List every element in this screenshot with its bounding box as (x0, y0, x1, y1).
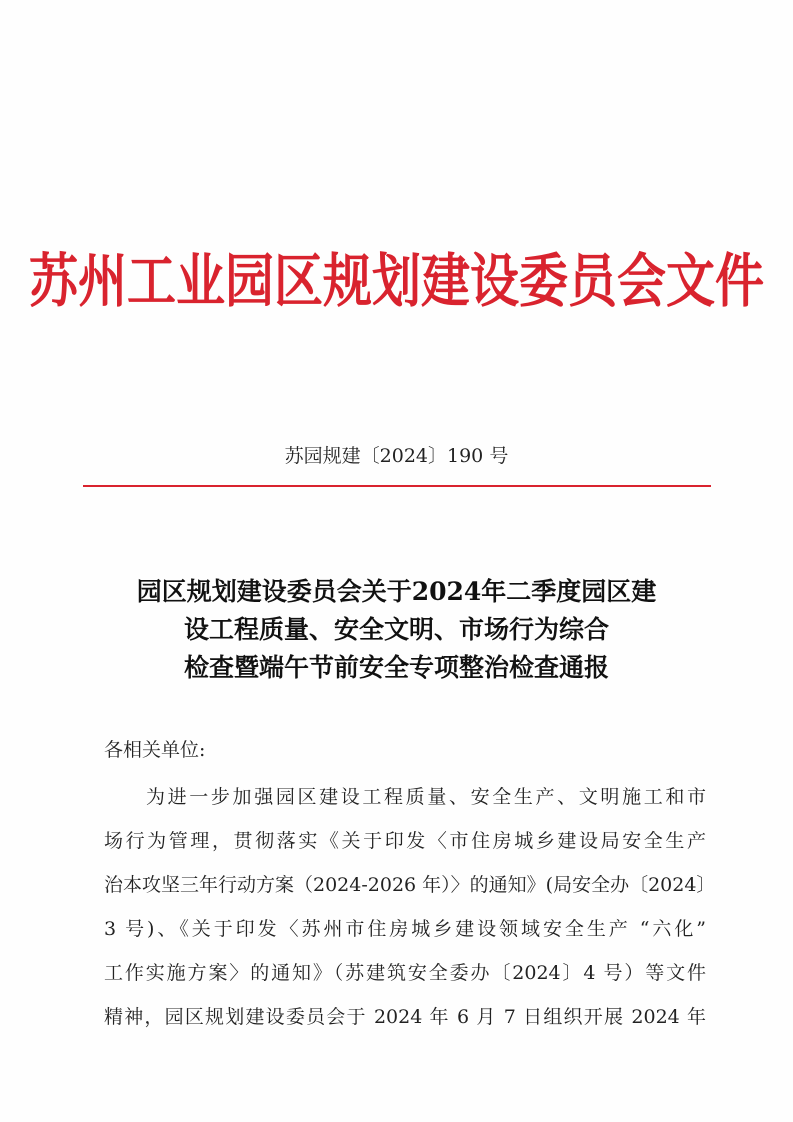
body-line-2: 场行为管理，贯彻落实《关于印发〈市住房城乡建设局安全生产 (104, 830, 706, 852)
body-line-4: 3 号)、《关于印发〈苏州市住房城乡建设领域安全生产 “六化” (104, 918, 706, 940)
body-line-6: 精神，园区规划建设委员会于 2024 年 6 月 7 日组织开展 2024 年 (104, 1006, 706, 1028)
title-line-1: 园区规划建设委员会关于2024年二季度园区建 (136, 577, 657, 606)
body-line-3: 治本攻坚三年行动方案（2024-2026 年）〉的通知》(局安全办〔2024〕 (104, 874, 716, 896)
title-line-3: 检查暨端午节前安全专项整治检查通报 (183, 653, 609, 682)
document-number: 苏园规建〔2024〕190 号 (284, 445, 509, 467)
document-title (0, 573, 793, 687)
masthead-title: 苏州工业园区规划建设委员会文件 (28, 247, 764, 316)
greeting: 各相关单位: (104, 739, 206, 761)
body-line-1: 为进一步加强园区建设工程质量、安全生产、文明施工和市 (146, 786, 706, 808)
red-divider-line (83, 485, 711, 487)
body-line-5: 工作实施方案〉的通知》（苏建筑安全委办〔2024〕4 号）等文件 (104, 962, 706, 984)
title-line-2: 设工程质量、安全文明、市场行为综合 (183, 615, 609, 644)
